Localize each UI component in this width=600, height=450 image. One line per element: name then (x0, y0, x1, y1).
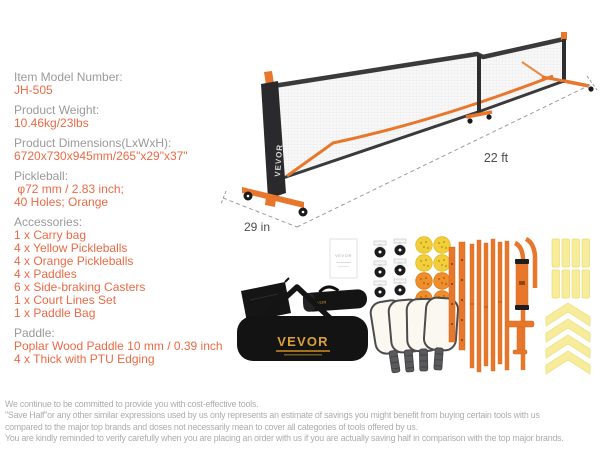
spec-value: 6720x730x945mm/265"x29"x37" (14, 149, 188, 163)
yellow-pickleball (434, 255, 451, 272)
net-diagram (221, 32, 597, 234)
spec-label: Paddle: (14, 326, 55, 340)
accessory-item: 4 x Paddles (14, 267, 77, 281)
bag-tagline-line (284, 354, 322, 356)
yellow-pickleball (416, 237, 433, 254)
instruction-manual (330, 239, 357, 278)
orange-pickleball (416, 273, 433, 290)
orange-pickleball (434, 273, 451, 290)
accessory-item: 4 x Orange Pickleballs (14, 254, 134, 268)
court-line-strips (552, 239, 590, 298)
caster-icon (394, 259, 406, 276)
accessories-photo (237, 237, 590, 375)
spec-label: Pickleball: (14, 169, 69, 183)
disclaimer-line: You are kindly reminded to verify carefully when you are placing an order with us if you are actually saving half in comparison with the top major brands. (5, 433, 564, 444)
spec-label: Item Model Number: (14, 70, 123, 84)
yellow-pickleball (434, 237, 451, 254)
paddle-bag-brand-label: VEVOR (310, 299, 327, 306)
spec-value: φ72 mm / 2.83 inch; (14, 182, 124, 196)
caster-icon (467, 118, 472, 123)
paddles-group (369, 297, 459, 375)
spec-label: Product Weight: (14, 103, 100, 117)
t-connector (506, 321, 534, 354)
depth-dimension-label: 29 in (243, 220, 271, 234)
accessory-item: 6 x Side-braking Casters (14, 280, 146, 294)
spec-label: Product Dimensions(LxWxH): (14, 136, 172, 150)
accessory-item: 1 x Court Lines Set (14, 293, 117, 307)
caster-icon (299, 208, 308, 217)
caster-icon (588, 86, 593, 91)
pickleballs-group (416, 237, 451, 308)
caster-icon (374, 281, 386, 298)
spec-value: JH-505 (14, 83, 53, 97)
manual-brand-label: VEVOR (334, 253, 353, 258)
pole-cylinder (515, 259, 529, 310)
court-corner-chevrons (546, 303, 590, 374)
accessory-item: 1 x Paddle Bag (14, 306, 96, 320)
casters-group (374, 239, 406, 298)
length-dimension-label: 22 ft (483, 151, 509, 165)
accessory-item: 4 x Yellow Pickleballs (14, 241, 128, 255)
yellow-pickleball (416, 255, 433, 272)
spec-label: Accessories: (14, 215, 83, 229)
caster-icon (486, 114, 491, 119)
bag-tagline-line (276, 350, 330, 352)
spec-value: Poplar Wood Paddle 10 mm / 0.39 inch (14, 339, 223, 353)
caster-icon (394, 239, 406, 256)
carry-bag-brand-label: VEVOR (277, 334, 329, 349)
post-tip (561, 32, 567, 40)
frame-poles-group (449, 239, 535, 372)
disclaimer (5, 399, 599, 445)
disclaimer-line: "Save Half"or any other similar expressions used by us only represents an estimate of savings you might benefit from buying certain tools with us (5, 410, 540, 421)
spec-value: 4 x Thick with PTU Edging (14, 352, 155, 366)
spec-value: 10.46kg/23lbs (14, 116, 89, 130)
accessory-item: 1 x Carry bag (14, 228, 87, 242)
disclaimer-line: compared to the major top brands and doses not necessarily mean to cover all categories of tools offered by us. (5, 421, 418, 432)
post-brand-label: VEVOR (273, 143, 285, 178)
caster-icon (374, 261, 386, 278)
disclaimer-line: We continue to be committed to provide you with cost-effective tools. (5, 399, 259, 409)
caster-icon (394, 279, 406, 296)
caster-icon (374, 241, 386, 258)
caster-icon (244, 192, 253, 201)
spec-value: 40 Holes; Orange (14, 195, 109, 209)
